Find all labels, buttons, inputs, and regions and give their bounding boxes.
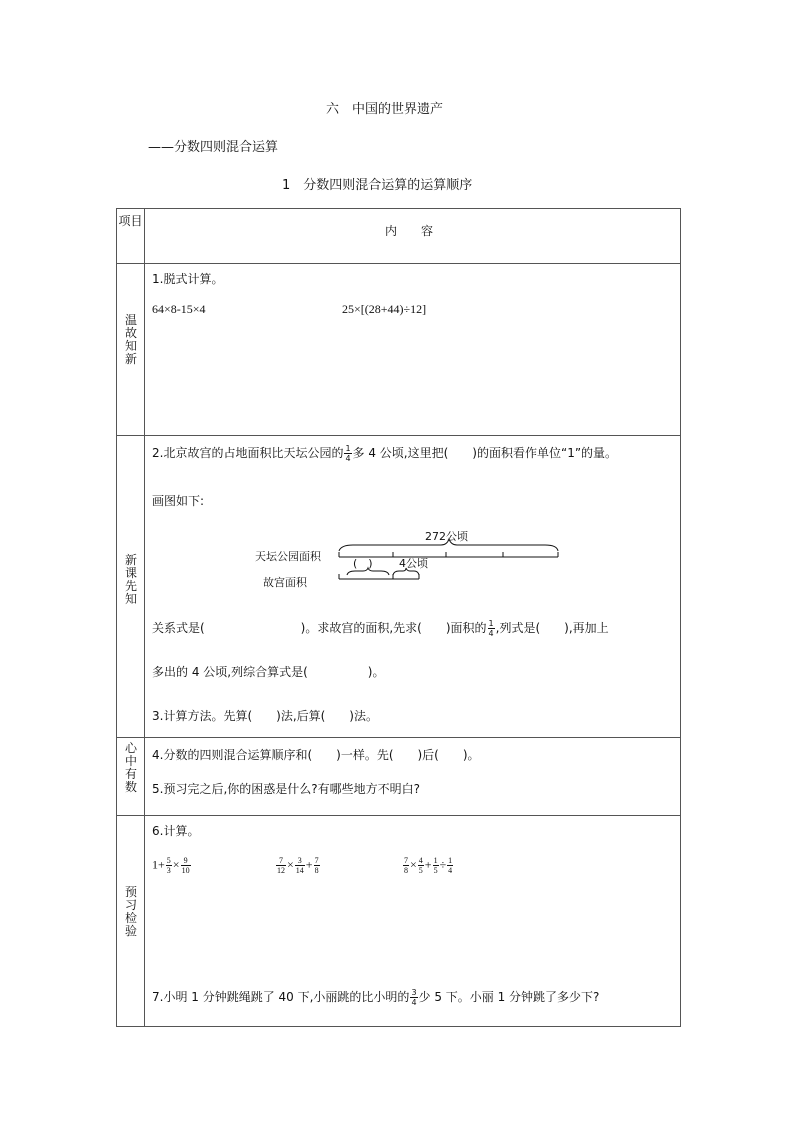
lesson-title: 1 分数四则混合运算的运算顺序 [282, 178, 473, 193]
q7-text-a: 7.小明 1 分钟跳绳跳了 40 下,小丽跳的比小明的 [152, 990, 410, 1004]
col-header-content-text: 内 容 [385, 224, 434, 238]
diagram-extra-label: 4公顷 [399, 557, 428, 570]
section-mind-label-cell [117, 738, 145, 816]
lesson-table [116, 208, 681, 1027]
calc-expr-2-op-2: + [305, 857, 313, 872]
calc-expr-3-frac-3-den: 5 [433, 866, 438, 875]
draw-text: 画图如下: [152, 494, 205, 508]
q2-fraction [344, 444, 351, 463]
calc-expr-3-op-1: × [410, 857, 417, 872]
section-review-content [145, 264, 681, 436]
q2-text-b: 多 4 公顷,这里把( )的面积看作单位“1”的量。 [352, 446, 618, 460]
calc-expr-1 [152, 856, 192, 875]
section-check-content [145, 816, 681, 1027]
calc-expr-3-frac-2 [418, 856, 424, 875]
col-header-content [145, 209, 681, 264]
q5-text: 5.预习完之后,你的困惑是什么?有哪些地方不明白? [152, 782, 421, 796]
calc-expr-3-frac-1 [403, 856, 409, 875]
calc-expr-3-op-2: + [424, 857, 432, 872]
calc-expr-2-frac-2-num: 3 [295, 856, 305, 866]
unit-subtitle: ——分数四则混合运算 [148, 140, 279, 155]
relation-text-b: ,列式是( ),再加上 [495, 621, 609, 635]
relation-fraction [488, 619, 495, 638]
calc-expr-2-frac-3 [314, 856, 320, 875]
q1-text: 1.脱式计算。 [152, 272, 224, 286]
section-check-label-cell [117, 816, 145, 1027]
q4-text: 4.分数的四则混合运算顺序和( )一样。先( )后( )。 [152, 748, 480, 762]
expr-1: 64×8-15×4 [152, 302, 206, 316]
calc-expr-3-op-3: ÷ [439, 857, 447, 872]
q2-fraction-den: 4 [345, 454, 351, 463]
calc-expr-2-frac-2 [295, 856, 305, 875]
calc-expr-2-frac-3-num: 7 [314, 856, 319, 865]
section-review-label: 温故知新 [124, 313, 137, 366]
relation-fraction-num: 1 [488, 619, 494, 628]
calc-expr-1-frac-1-den: 3 [166, 866, 171, 875]
calc-expr-3-frac-4-num: 1 [448, 856, 453, 865]
calc-expr-3-frac-2-num: 4 [418, 856, 423, 865]
calc-expr-1-whole: 1+ [152, 857, 165, 872]
calc-expr-2-frac-3-den: 8 [314, 866, 319, 875]
q7-fraction-num: 3 [411, 988, 417, 997]
calc-expr-2-frac-2-den: 14 [295, 866, 304, 875]
section-new-content [145, 436, 681, 738]
calc-expr-1-frac-2-num: 9 [181, 856, 191, 866]
section-review-label-cell [117, 264, 145, 436]
calc-expr-3-frac-2-den: 5 [418, 866, 423, 875]
calc-expr-3-frac-4 [447, 856, 453, 875]
calc-expr-3 [402, 856, 454, 875]
diagram-blank: ( ) [353, 557, 373, 570]
calc-expr-3-frac-1-den: 8 [404, 866, 408, 875]
q7-fraction [410, 988, 417, 1007]
relation-text-c: 多出的 4 公顷,列综合算式是( )。 [152, 665, 385, 679]
q2-text [152, 444, 617, 463]
q7-text-b: 少 5 下。小丽 1 分钟跳了多少下? [418, 990, 600, 1004]
relation-text-a: 关系式是( )。求故宫的面积,先求( )面积的 [152, 621, 487, 635]
calc-expr-2-frac-1-den: 12 [277, 866, 285, 875]
section-new-label-cell [117, 436, 145, 738]
section-new-label: 新课先知 [124, 553, 137, 606]
diagram-label-bottom: 故宫面积 [263, 576, 307, 589]
q6-text: 6.计算。 [152, 824, 200, 838]
expr-2: 25×[(28+44)÷12] [342, 302, 427, 316]
calc-expr-3-frac-1-num: 7 [404, 856, 408, 865]
calc-expr-1-frac-2-den: 10 [181, 866, 190, 875]
calc-expr-1-frac-1 [166, 856, 172, 875]
calc-expr-2-frac-1 [276, 856, 286, 875]
unit-title: 六 中国的世界遗产 [326, 102, 444, 117]
calc-expr-2 [275, 856, 321, 875]
col-header-item [117, 209, 145, 264]
calc-expr-3-frac-3-num: 1 [433, 856, 438, 865]
section-mind-label: 心中有数 [124, 741, 137, 794]
calc-expr-1-frac-2 [181, 856, 191, 875]
q7-text [152, 988, 599, 1007]
calc-expr-3-frac-3 [433, 856, 439, 875]
relation-text [152, 619, 609, 638]
calc-expr-1-op: × [172, 857, 180, 872]
q3-text: 3.计算方法。先算( )法,后算( )法。 [152, 709, 378, 723]
relation-fraction-den: 4 [488, 629, 494, 638]
diagram-label-top: 天坛公园面积 [255, 550, 321, 563]
line-segment-diagram [255, 529, 575, 599]
calc-expr-2-frac-1-num: 7 [276, 856, 286, 866]
q2-fraction-num: 1 [345, 444, 351, 453]
q2-text-a: 2.北京故宫的占地面积比天坛公园的 [152, 446, 344, 460]
col-header-item-text: 项目 [118, 214, 143, 228]
q7-fraction-den: 4 [411, 998, 417, 1007]
section-mind-content [145, 738, 681, 816]
diagram-total-label: 272公顷 [425, 530, 468, 543]
calc-expr-1-frac-1-num: 5 [166, 856, 171, 865]
calc-expr-2-op-1: × [287, 857, 294, 872]
calc-expr-3-frac-4-den: 4 [448, 866, 453, 875]
section-check-label: 预习检验 [124, 885, 137, 938]
